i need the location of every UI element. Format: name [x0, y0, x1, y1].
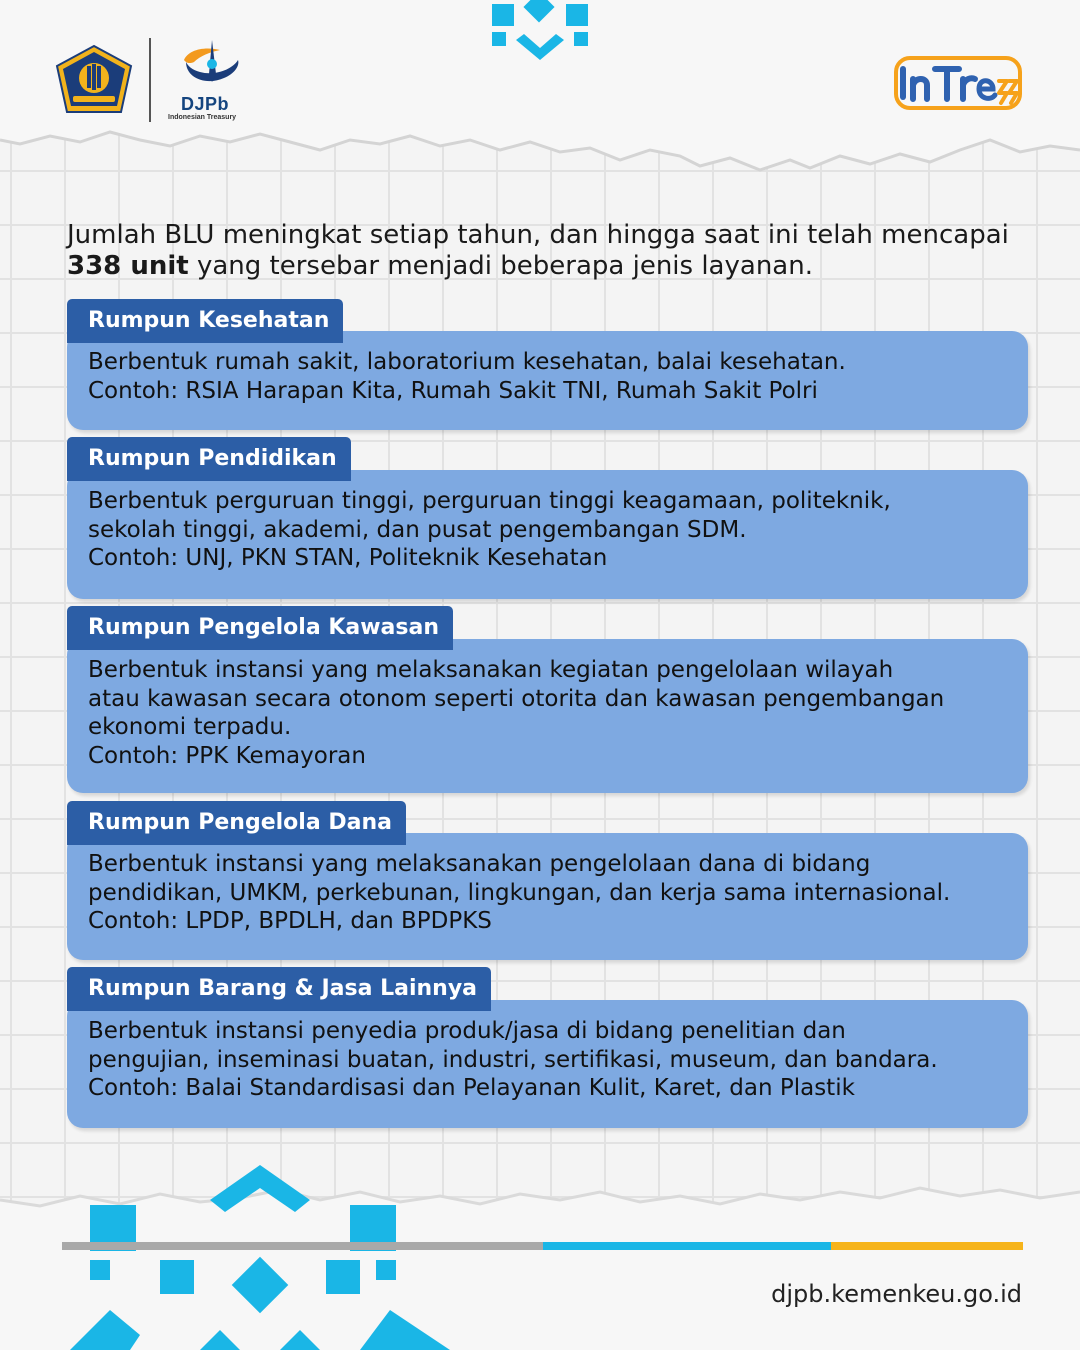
section-title: Rumpun Barang & Jasa Lainnya: [67, 967, 491, 1011]
section-barang-jasa-lainnya: [67, 967, 1028, 1128]
description-line: Contoh: PPK Kemayoran: [88, 742, 366, 769]
description-line: Berbentuk instansi yang melaksanakan kegiatan pengelolaan wilayah: [88, 657, 894, 683]
section-kesehatan: [67, 299, 1028, 430]
website-url: djpb.kemenkeu.go.id: [771, 1280, 1022, 1308]
section-card: [67, 639, 1028, 793]
intro-paragraph: [67, 220, 1027, 282]
section-card: [67, 833, 1028, 960]
logo-divider: [149, 38, 151, 122]
intro-highlight: 338 unit: [67, 251, 189, 281]
section-description: [88, 850, 1012, 936]
djpb-mark-icon: [176, 38, 242, 94]
description-line: atau kawasan secara otonom seperti otorita dan kawasan pengembangan: [88, 685, 945, 712]
djpb-subtitle: Indonesian Treasury: [168, 114, 237, 121]
section-pendidikan: [67, 437, 1028, 599]
section-description: [88, 656, 1012, 770]
footer-bar-blue: [543, 1242, 831, 1250]
section-description: [88, 487, 1012, 573]
kemenkeu-emblem-icon: [55, 44, 133, 116]
description-line: sekolah tinggi, akademi, dan pusat pengembangan SDM.: [88, 516, 747, 543]
description-line: Contoh: LPDP, BPDLH, dan BPDPKS: [88, 908, 492, 934]
intro-text-before: Jumlah BLU meningkat setiap tahun, dan hingga saat ini telah mencapai: [67, 220, 1009, 250]
section-title: Rumpun Pengelola Dana: [67, 801, 406, 845]
description-line: ekonomi terpadu.: [88, 714, 292, 740]
description-line: pengujian, inseminasi buatan, industri, sertifikasi, museum, dan bandara.: [88, 1046, 938, 1073]
section-pengelola-kawasan: [67, 606, 1028, 793]
description-line: Berbentuk instansi yang melaksanakan pengelolaan dana di bidang: [88, 851, 871, 877]
intress-logo: [893, 55, 1023, 111]
section-description: [88, 348, 1012, 405]
section-card: [67, 470, 1028, 599]
description-line: Contoh: Balai Standardisasi dan Pelayanan Kulit, Karet, dan Plastik: [88, 1075, 855, 1101]
description-line: pendidikan, UMKM, perkebunan, lingkungan, dan kerja sama internasional.: [88, 879, 951, 906]
intro-text-after: yang tersebar menjadi beberapa jenis layanan.: [188, 251, 813, 281]
section-title: Rumpun Pengelola Kawasan: [67, 606, 453, 650]
section-title: Rumpun Pendidikan: [67, 437, 351, 481]
section-description: [88, 1017, 1012, 1103]
bottom-motif-decoration: [70, 1160, 470, 1350]
section-pengelola-dana: [67, 801, 1028, 960]
description-line: Berbentuk rumah sakit, laboratorium kesehatan, balai kesehatan.: [88, 349, 846, 375]
footer-bar-gray: [62, 1242, 543, 1250]
description-line: Contoh: UNJ, PKN STAN, Politeknik Kesehatan: [88, 545, 608, 571]
description-line: Berbentuk instansi penyedia produk/jasa di bidang penelitian dan: [88, 1018, 846, 1044]
section-title: Rumpun Kesehatan: [67, 299, 343, 343]
description-line: Berbentuk perguruan tinggi, perguruan tinggi keagamaan, politeknik,: [88, 488, 891, 514]
djpb-logo: [166, 38, 250, 124]
footer-bar-yellow: [831, 1242, 1023, 1250]
section-card: [67, 1000, 1028, 1128]
description-line: Contoh: RSIA Harapan Kita, Rumah Sakit TNI, Rumah Sakit Polri: [88, 377, 818, 404]
djpb-name: DJPb: [181, 94, 230, 114]
section-card: [67, 331, 1028, 430]
top-motif-decoration: [470, 0, 610, 62]
